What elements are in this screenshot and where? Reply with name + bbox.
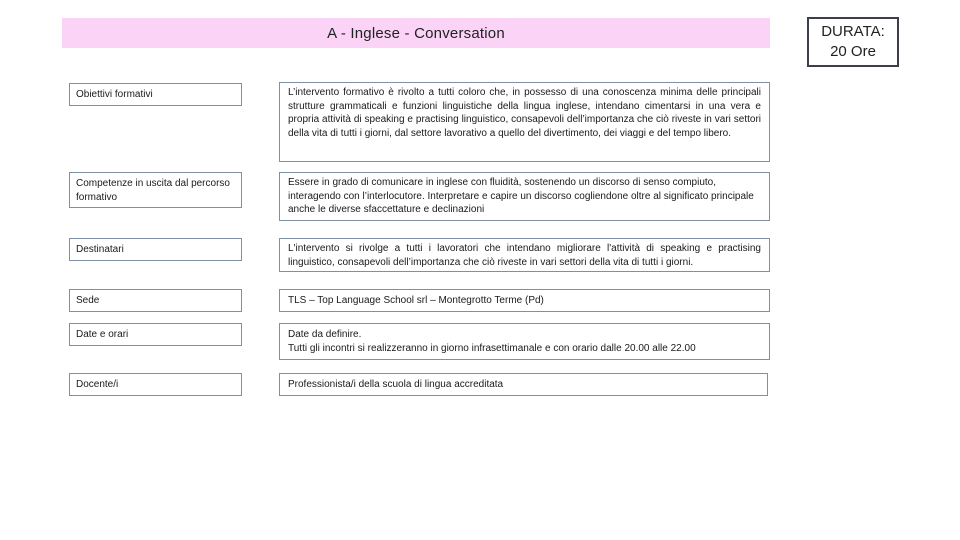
row-label-competenze: [69, 172, 242, 208]
row-content-date: [279, 323, 770, 360]
content-line: Date da definire.: [288, 329, 362, 340]
content-text: Essere in grado di comunicare in inglese con fluidità, sostenendo un discorso di senso compiuto, interagendo con l’interlocutore. Interpretare e capire un discorso cogliendone oltre al significato principale anche le diverse sfaccettature e declinazioni: [288, 177, 754, 215]
content-text: L'intervento si rivolge a tutti i lavoratori che intendano migliorare l'attività di speaking e practising linguistico, consapevoli dell’importanza che ciò riveste in vari settori della vita di tutti i giorni.: [288, 243, 761, 268]
label-text: Competenze in uscita dal percorso formativo: [76, 178, 230, 203]
duration-value: 20 Ore: [830, 43, 876, 60]
content-text: Professionista/i della scuola di lingua accreditata: [288, 379, 504, 390]
row-content-docente: [279, 373, 768, 396]
content-text: L’intervento formativo è rivolto a tutti coloro che, in possesso di una conoscenza minima delle principali strutture grammaticali e funzioni linguistiche della lingua inglese, intendano cimentarsi in una vera e propria attività di speaking e practising linguistico, consapevoli dell’importanza che ciò riveste in vari settori della vita di tutti i giorni, dal settore lavorativo a quello del divertimento, dei viaggi e del tempo libero.: [288, 87, 761, 139]
row-label-date: [69, 323, 242, 346]
row-label-destinatari: [69, 238, 242, 261]
duration-label: DURATA:: [821, 23, 885, 40]
duration-box: [807, 17, 899, 67]
label-text: Sede: [76, 295, 100, 306]
header-bar: [62, 18, 770, 48]
row-content-sede: [279, 289, 770, 312]
label-text: Obiettivi formativi: [76, 89, 153, 100]
content-line: Tutti gli incontri si realizzeranno in giorno infrasettimanale e con orario dalle 20.00 alle 22.00: [288, 342, 696, 354]
row-label-docente: [69, 373, 242, 396]
label-text: Date e orari: [76, 329, 129, 340]
row-content-destinatari: [279, 238, 770, 272]
row-content-competenze: [279, 172, 770, 221]
row-label-sede: [69, 289, 242, 312]
label-text: Docente/i: [76, 379, 119, 390]
label-text: Destinatari: [76, 244, 124, 255]
row-label-obiettivi: [69, 83, 242, 106]
page-title: A - Inglese - Conversation: [327, 24, 505, 42]
row-content-obiettivi: [279, 82, 770, 162]
content-text: TLS – Top Language School srl – Montegrotto Terme (Pd): [288, 295, 544, 306]
